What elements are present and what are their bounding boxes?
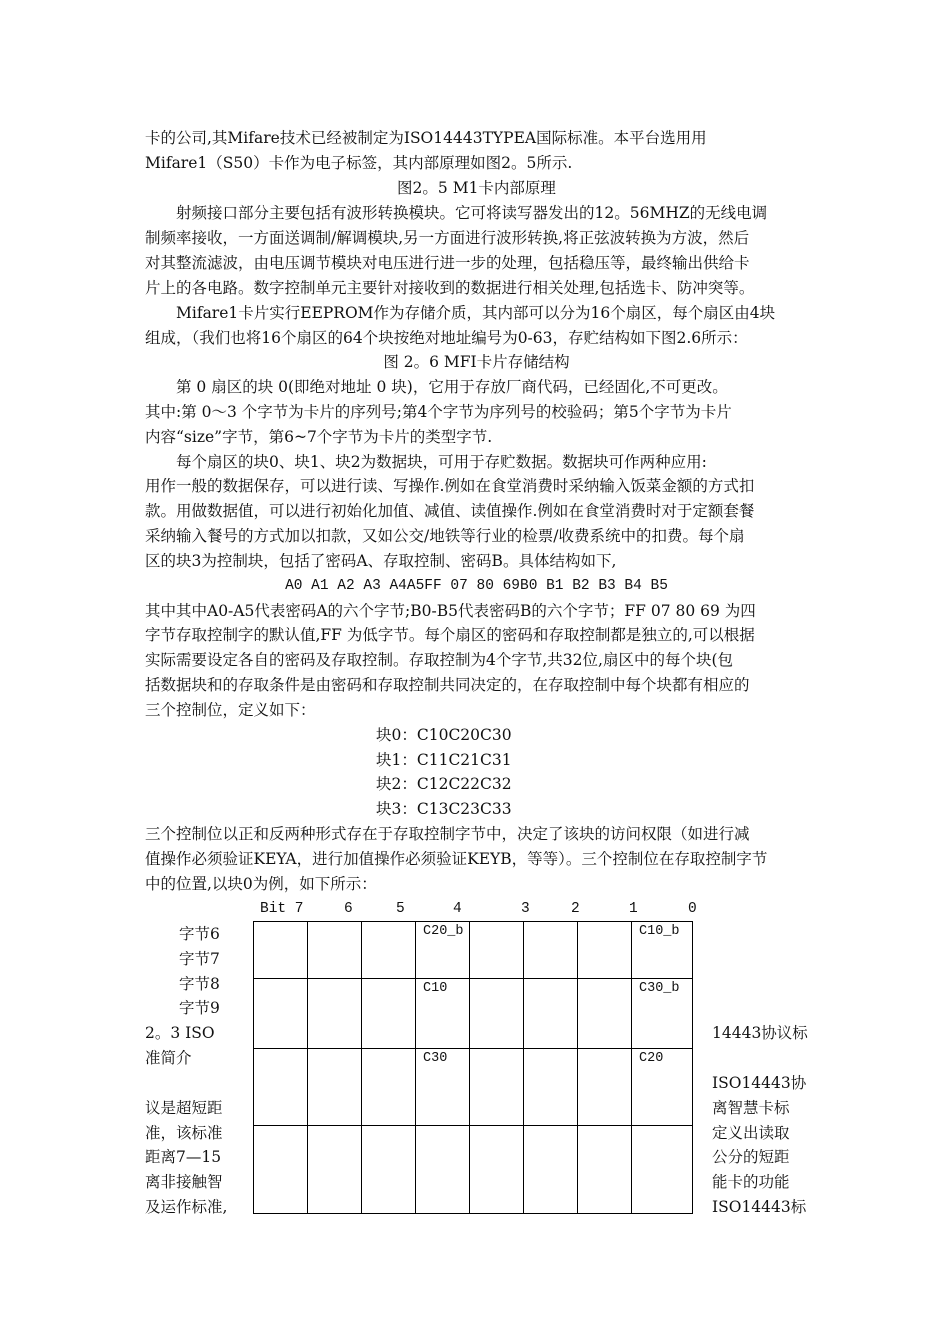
bit-label: 1 [629, 901, 638, 917]
table-cell: C30 [416, 1049, 470, 1126]
table-cell [308, 979, 362, 1049]
overflow-text-left: 议是超短距 [145, 1099, 223, 1117]
paragraph-text: 中的位置,以块0为例，如下所示： [145, 875, 377, 893]
byte-row-label: 字节8 [179, 975, 220, 993]
paragraph-text: 射频接口部分主要包括有波形转换模块。它可将读写器发出的12。56MHZ的无线电调 [176, 204, 768, 222]
overflow-text-right: 离智慧卡标 [712, 1099, 790, 1117]
table-cell [308, 1126, 362, 1214]
paragraph-text: 区的块3为控制块，包括了密码A、存取控制、密码B。具体结构如下, [145, 552, 617, 570]
overflow-text-left: 准，该标准 [145, 1124, 223, 1142]
paragraph-text: 字节存取控制字的默认值,FF 为低字节。每个扇区的密码和存取控制都是独立的,可以根据 [145, 626, 755, 644]
table-cell [308, 1049, 362, 1126]
paragraph-text: 片上的各电路。数字控制单元主要针对接收到的数据进行相关处理,包括选卡、防冲突等。 [145, 279, 755, 297]
paragraph-text: 用作一般的数据保存，可以进行读、写操作.例如在食堂消费时采纳输入饭菜金额的方式扣 [145, 477, 755, 495]
overflow-text-right: 公分的短距 [712, 1148, 790, 1166]
table-cell [254, 922, 308, 979]
control-bits-block-0: 块0：C10C20C30 [376, 726, 512, 744]
bit-label: Bit 7 [260, 901, 304, 917]
paragraph-text: 括数据块和的存取条件是由密码和存取控制共同决定的，在存取控制中每个块都有相应的 [145, 676, 750, 694]
table-cell [362, 1049, 416, 1126]
table-row [254, 922, 693, 979]
bit-label: 4 [453, 901, 462, 917]
control-bits-block-1: 块1：C11C21C31 [376, 751, 512, 769]
overflow-text-left: 距离7—15 [145, 1148, 222, 1166]
paragraph-text: 款。用做数据值，可以进行初始化加值、减值、读值操作.例如在食堂消费时对于定额套餐 [145, 502, 755, 520]
overflow-text-right: ISO14443协 [712, 1074, 807, 1092]
table-cell [578, 1049, 632, 1126]
table-cell: C10 [416, 979, 470, 1049]
overflow-text-right: 定义出读取 [712, 1124, 790, 1142]
table-row [254, 1049, 693, 1126]
bit-label: 5 [396, 901, 405, 917]
bit-label: 0 [688, 901, 697, 917]
control-bits-block-2: 块2：C12C22C32 [376, 775, 512, 793]
table-cell: C20 [632, 1049, 693, 1126]
table-cell [470, 1049, 524, 1126]
bit-label: 6 [344, 901, 353, 917]
paragraph-text: 每个扇区的块0、块1、块2为数据块，可用于存贮数据。数据块可作两种应用: [176, 453, 707, 471]
byte-row-label: 字节9 [179, 999, 220, 1017]
table-cell [524, 979, 578, 1049]
control-bits-block-3: 块3：C13C23C33 [376, 800, 512, 818]
overflow-text-left: 准简介 [145, 1049, 192, 1067]
bit-label: 2 [571, 901, 580, 917]
control-bit-table [253, 921, 693, 1214]
overflow-text-right: ISO14443标 [712, 1198, 807, 1216]
paragraph-text: 三个控制位以正和反两种形式存在于存取控制字节中，决定了该块的访问权限（如进行减 [145, 825, 750, 843]
paragraph-text: 采纳输入餐号的方式加以扣款，又如公交/地铁等行业的检票/收费系统中的扣费。每个扇 [145, 527, 745, 545]
paragraph-text: 卡的公司,其Mifare技术已经被制定为ISO14443TYPEA国际标准。本平台选用用 [145, 129, 707, 147]
paragraph-text: 实际需要设定各自的密码及存取控制。存取控制为4个字节,共32位,扇区中的每个块(包 [145, 651, 733, 669]
paragraph-text: 第 0 扇区的块 0(即绝对地址 0 块)，它用于存放厂商代码，已经固化,不可更改。 [176, 378, 728, 396]
table-cell [362, 1126, 416, 1214]
table-cell [578, 979, 632, 1049]
table-cell [308, 922, 362, 979]
table-cell: C30_b [632, 979, 693, 1049]
paragraph-text: 三个控制位，定义如下： [145, 701, 316, 719]
table-cell [362, 979, 416, 1049]
table-cell [470, 922, 524, 979]
table-cell [578, 922, 632, 979]
bit-label: 3 [521, 901, 530, 917]
paragraph-text: 值操作必须验证KEYA，进行加值操作必须验证KEYB，等等）。三个控制位在存取控制字节 [145, 850, 768, 868]
table-row [254, 979, 693, 1049]
paragraph-text: Mifare1（S50）卡作为电子标签，其内部原理如图2。5所示. [145, 154, 573, 172]
overflow-text-left: 及运作标准, [145, 1198, 228, 1216]
table-cell [254, 979, 308, 1049]
byte-row-label: 字节6 [179, 925, 220, 943]
byte-row-label: 字节7 [179, 950, 220, 968]
table-cell [524, 1126, 578, 1214]
paragraph-text: 其中:第 0～3 个字节为卡片的序列号;第4个字节为序列号的校验码；第5个字节为卡片 [145, 403, 732, 421]
paragraph-text: 对其整流滤波，由电压调节模块对电压进行进一步的处理，包括稳压等，最终输出供给卡 [145, 254, 750, 272]
overflow-text-left: 离非接触智 [145, 1173, 223, 1191]
paragraph-text: 其中其中A0-A5代表密码A的六个字节;B0-B5代表密码B的六个字节；FF 07 80 69 为四 [145, 602, 756, 620]
key-byte-layout: A0 A1 A2 A3 A4A5FF 07 80 69B0 B1 B2 B3 B4 B5 [285, 578, 668, 594]
table-cell [254, 1049, 308, 1126]
table-cell: C20_b [416, 922, 470, 979]
overflow-text-right: 14443协议标 [712, 1024, 808, 1042]
table-cell: C10_b [632, 922, 693, 979]
overflow-text-left: 2。3 ISO [145, 1024, 215, 1042]
table-cell [254, 1126, 308, 1214]
table-cell [524, 1049, 578, 1126]
paragraph-text: 制频率接收，一方面送调制/解调模块,另一方面进行波形转换,将正弦波转换为方波，然后 [145, 229, 750, 247]
table-cell [470, 1126, 524, 1214]
table-cell [632, 1126, 693, 1214]
paragraph-text: Mifare1卡片实行EEPROM作为存储介质，其内部可以分为16个扇区，每个扇区由4块 [176, 304, 776, 322]
paragraph-text: 组成，（我们也将16个扇区的64个块按绝对地址编号为0-63，存贮结构如下图2.6所示： [145, 329, 748, 347]
paragraph-text: 内容“size”字节，第6~7个字节为卡片的类型字节. [145, 428, 493, 446]
table-cell [524, 922, 578, 979]
table-row [254, 1126, 693, 1214]
overflow-text-right: 能卡的功能 [712, 1173, 790, 1191]
table-cell [416, 1126, 470, 1214]
table-cell [470, 979, 524, 1049]
figure-caption: 图2。5 M1卡内部原理 [397, 179, 556, 197]
table-cell [362, 922, 416, 979]
table-cell [578, 1126, 632, 1214]
figure-caption: 图 2。6 MFI卡片存储结构 [383, 353, 570, 371]
